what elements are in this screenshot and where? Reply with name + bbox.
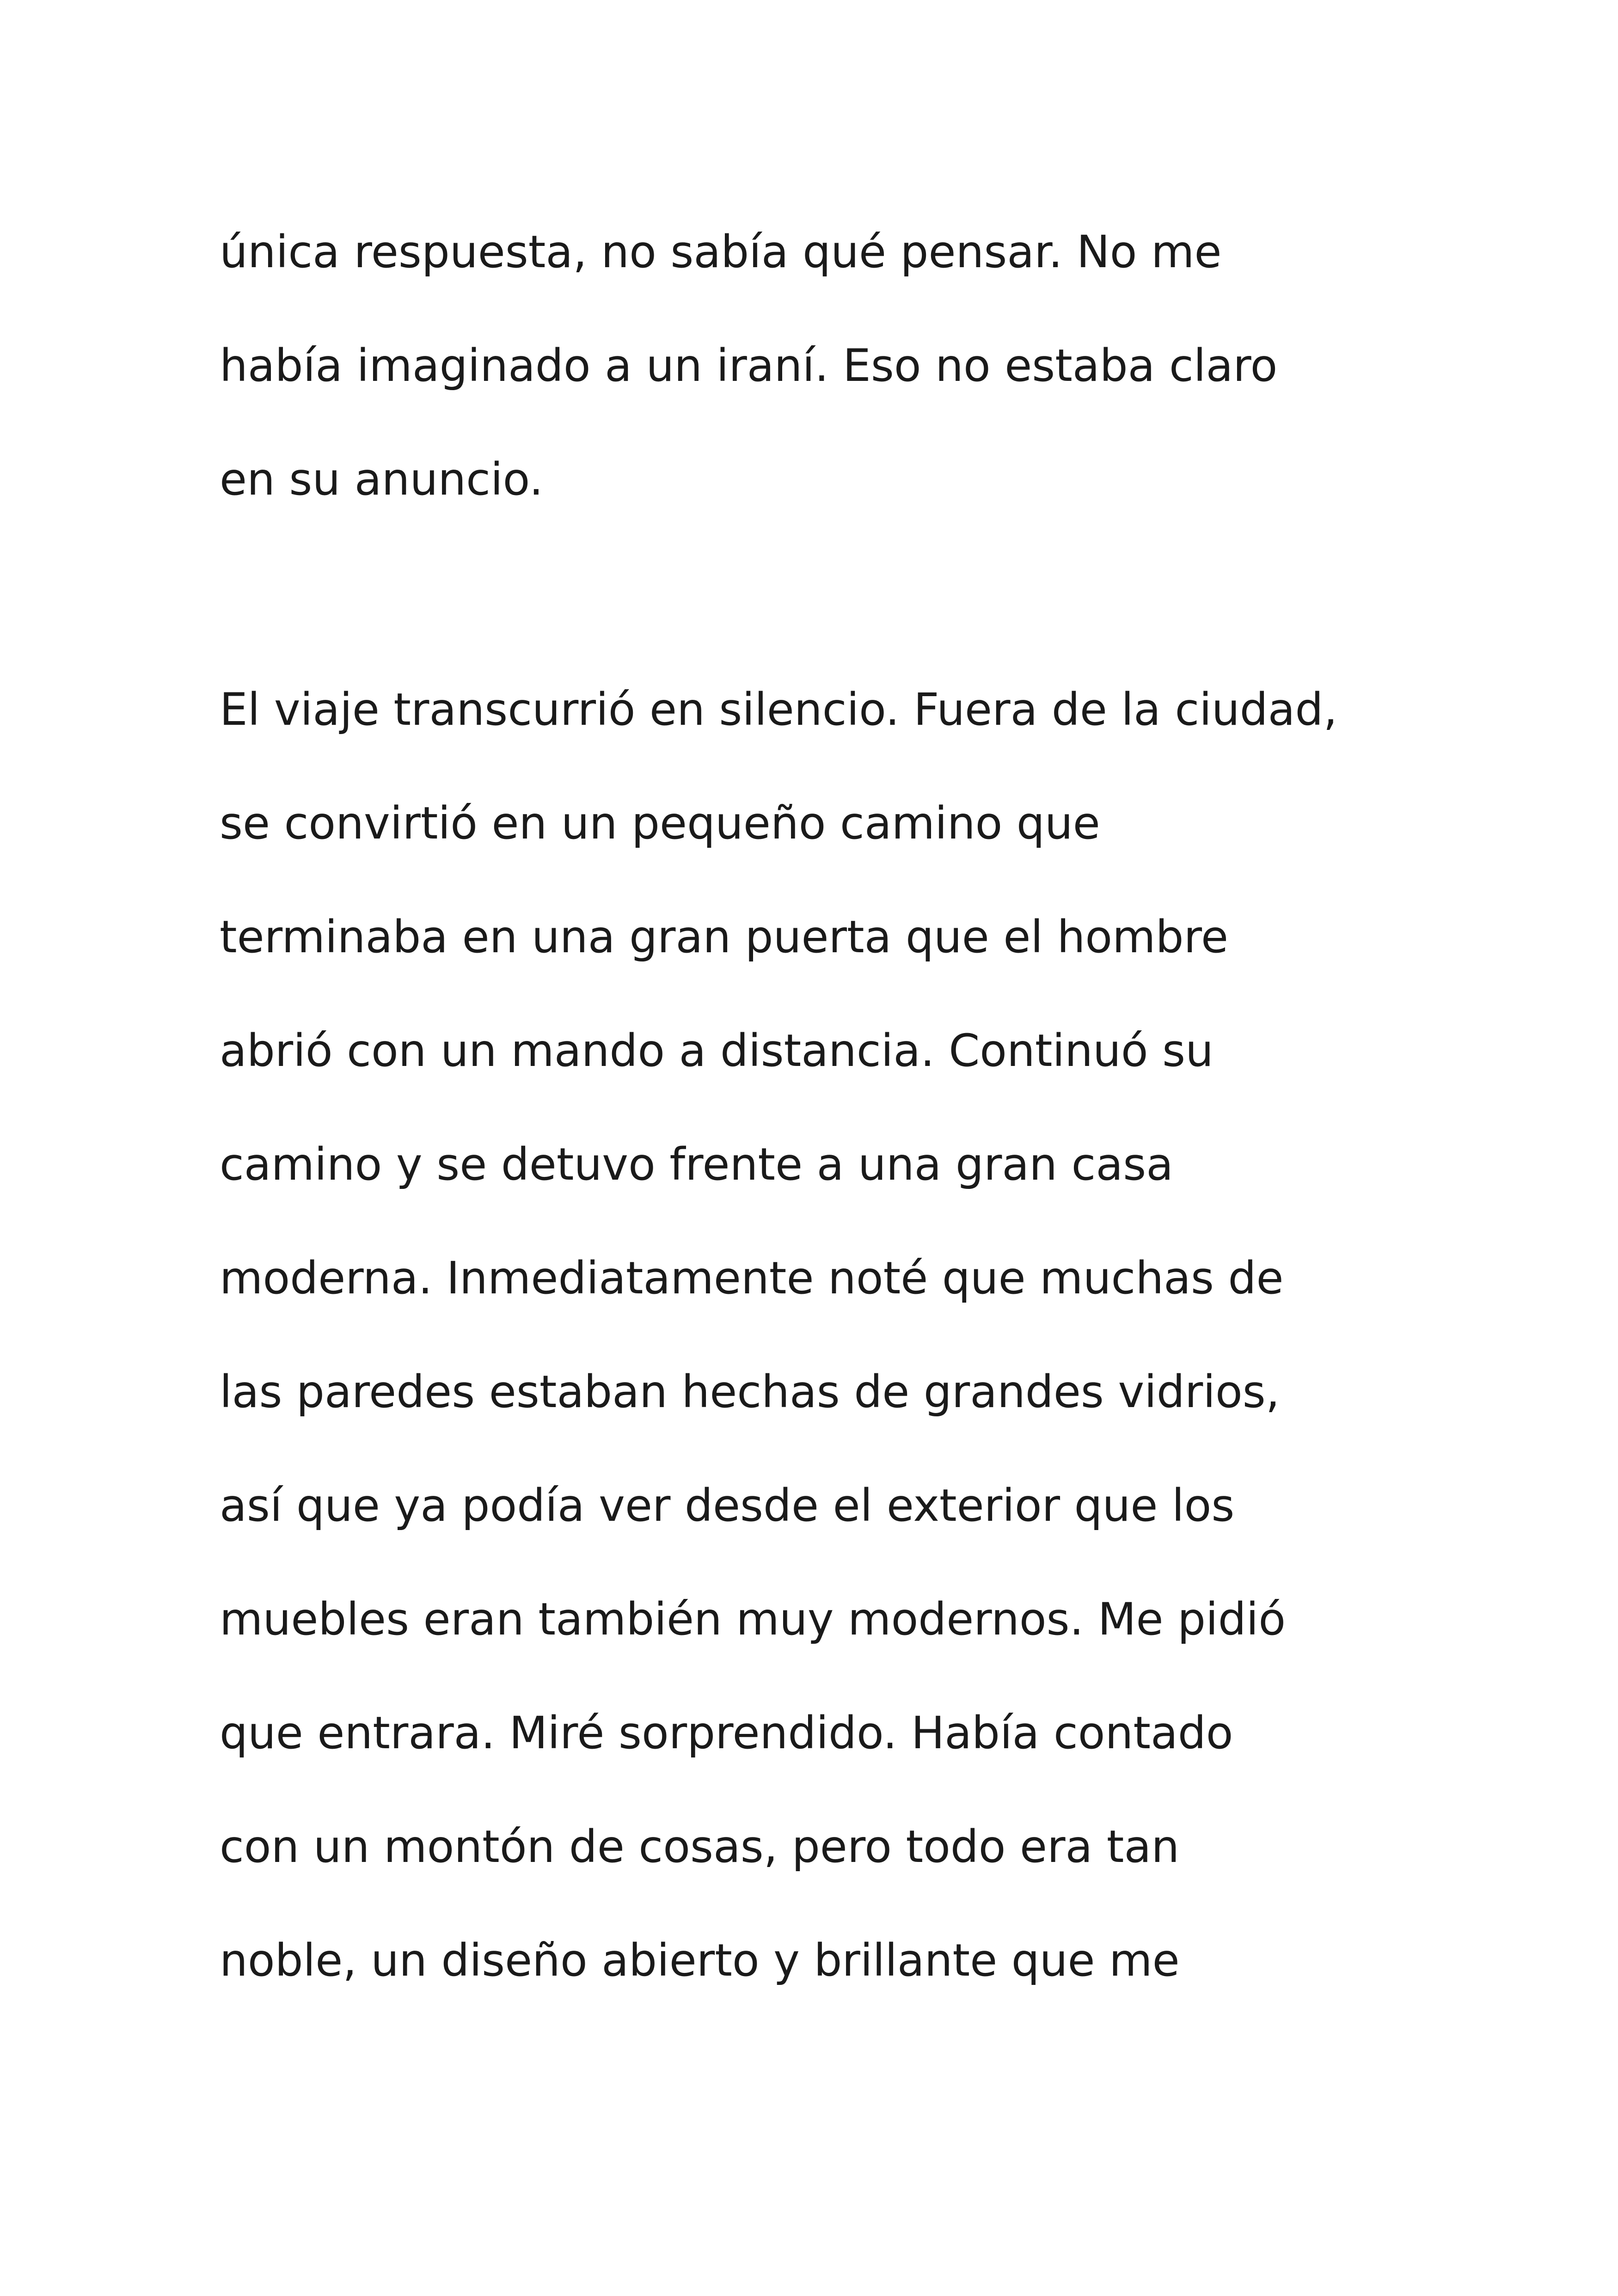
text-line: en su anuncio.	[220, 453, 544, 505]
text-line: se convirtió en un pequeño camino que	[220, 797, 1100, 849]
text-line: camino y se detuvo frente a una gran casa	[220, 1139, 1174, 1190]
text-line: noble, un diseño abierto y brillante que me	[220, 1935, 1180, 1986]
text-line: así que ya podía ver desde el exterior que los	[220, 1480, 1235, 1531]
text-line: terminaba en una gran puerta que el hombre	[220, 911, 1229, 963]
text-line: con un montón de cosas, pero todo era tan	[220, 1821, 1180, 1873]
text-line: que entrara. Miré sorprendido. Había contado	[220, 1707, 1233, 1759]
text-line: abrió con un mando a distancia. Continuó su	[220, 1025, 1214, 1077]
text-line: había imaginado a un iraní. Eso no estaba claro	[220, 340, 1278, 392]
text-line: muebles eran también muy modernos. Me pidió	[220, 1593, 1286, 1645]
text-line: moderna. Inmediatamente noté que muchas de	[220, 1252, 1284, 1304]
text-line: única respuesta, no sabía qué pensar. No me	[220, 226, 1222, 278]
text-line: El viaje transcurrió en silencio. Fuera de la ciudad,	[220, 684, 1337, 735]
text-line: las paredes estaban hechas de grandes vidrios,	[220, 1366, 1280, 1418]
